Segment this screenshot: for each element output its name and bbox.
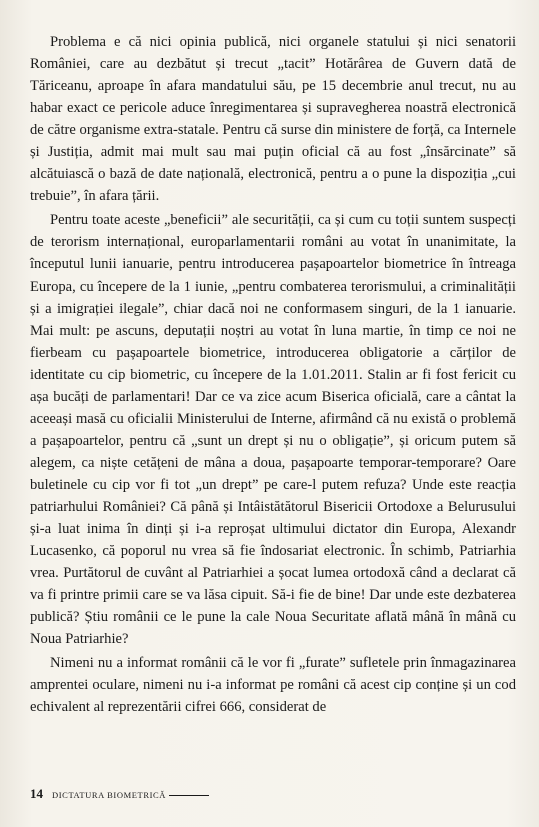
page-number: 14 (30, 786, 43, 801)
body-text (30, 31, 516, 720)
paragraph-1: Problema e că nici opinia publică, nici organele statului și nici senatorii României, care au dezbătut și trecut „tacit” Hotărârea de Guvern dată de Tăriceanu, aproape în afara mandatului său, pe 15 decembrie anul trecut, nu au habar exact ce pericole aduce înregimentarea și supravegherea noastră electronică de către organisme extra-statale. Pentru că surse din ministere de forță, ca Internele și Justiția, admit mai mult sau mai puțin oficial că au fost „însărcinate” să alcătuiască o bază de date națională, electronică, pentru a o pune la dispoziția „cui trebuie”, în afara țării. (30, 34, 516, 205)
page-footer (30, 786, 209, 802)
paragraph-2: Pentru toate aceste „beneficii” ale securității, ca și cum cu toții suntem suspecți de terorism internațional, europarlamentarii români au votat în unanimitate, la începutul lunii ianuarie, pentru introducerea pașapoartelor biometrice în întreaga Europa, cu începere de la 1 iunie, „pentru combaterea terorismului, a criminalității și a imigrației ilegale”, chiar dacă noi ne conformasem singuri, de la 1 ianuarie. Mai mult: pe ascuns, deputații noștri au votat în luna martie, în timp ce noi ne fierbeam cu pașapoartele biometrice, introducerea obligatorie a cărților de identitate cu cip biometric, cu începere de la 1.01.2011. Stalin ar fi fost fericit cu așa bucăți de parlamentari! Dar ce va zice acum Biserica oficială, care a cântat la aceeași masă cu oficialii Ministerului de Interne, afirmând că nu există o problemă a pașapoartelor, pentru că „sunt un drept și nu o obligație”, și oricum putem să alegem, ca niște cetățeni de mâna a doua, pașapoarte temporar-temporare? Oare buletinele cu cip vor fi tot „un drept” pe care-l putem refuza? Unde este reacția patriarhului României? Că până și Intâistătătorul Bisericii Ortodoxe a Belurusului și-a luat inima în dinți și i-a reproșat ultimului dictator din Europa, Alexandr Lucasenko, că poporul nu vrea să fie îndosariat electronic. În schimb, Patriarhia vrea. Purtătorul de cuvânt al Patriarhiei a șocat lumea ortodoxă când a declarat că va fi printre primii care se va lăsa cipuit. Să-i fie de bine! Dar unde este dezbaterea publică? Știu românii ce le pune la cale Noua Securitate aflată mână în mână cu Noua Patriarhie? (30, 212, 516, 648)
running-title: DICTATURA BIOMETRICĂ (52, 790, 167, 800)
paragraph-3: Nimeni nu a informat românii că le vor fi „furate” sufletele prin înmagazinarea amprentei oculare, nimeni nu i-a informat pe români că acest cip conține și un cod echivalent al reprezentării cifrei 666, considerat de (30, 655, 516, 716)
footer-rule (169, 795, 209, 796)
